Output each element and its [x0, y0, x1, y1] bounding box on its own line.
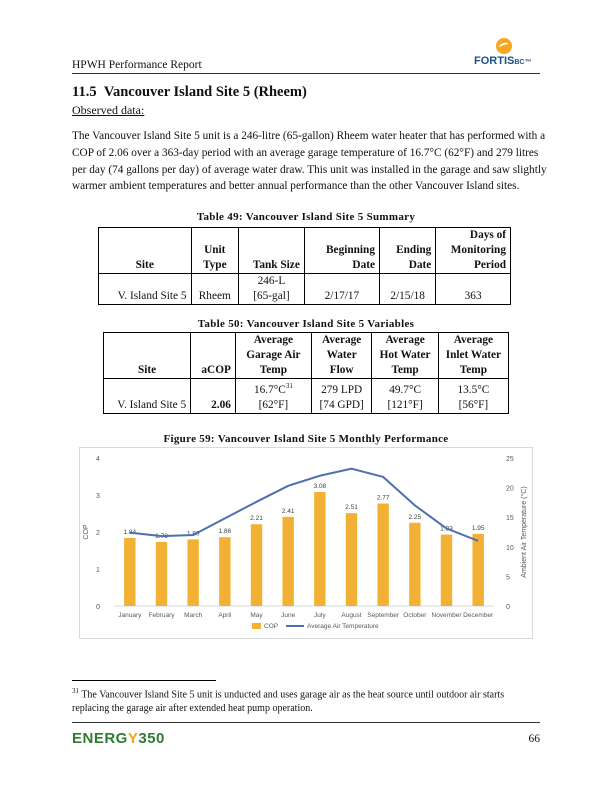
- footnote-divider: [72, 680, 216, 681]
- bar-cop-december: [472, 534, 483, 606]
- data-label: 2.21: [250, 515, 263, 523]
- cell-unit-type: Rheem: [191, 274, 239, 305]
- header-divider: [72, 73, 540, 74]
- bar-cop-july: [314, 492, 325, 606]
- footnote-text: The Vancouver Island Site 5 unit is unducted and uses garage air as the heat source until outdoor air starts replacing the garage air after extended heat pump operation.: [72, 689, 505, 715]
- cell-begin: 2/17/17: [304, 274, 379, 305]
- x-tick-label: December: [463, 612, 494, 619]
- cell-site: V. Island Site 5: [104, 379, 191, 414]
- logo-mark: ™: [524, 59, 532, 66]
- cell-days: 363: [436, 274, 511, 305]
- fortisbc-logo: [470, 38, 540, 72]
- x-tick-label: September: [367, 612, 400, 619]
- y-tick-label: 2: [96, 530, 100, 537]
- y-tick-label: 4: [96, 456, 100, 463]
- section-number: 11.5: [72, 84, 97, 100]
- bar-cop-april: [219, 537, 230, 606]
- cell-site: V. Island Site 5: [99, 274, 192, 305]
- report-header-title: HPWH Performance Report: [72, 59, 202, 71]
- logo-text: FORTIS: [474, 55, 515, 67]
- legend-swatch-cop: [252, 623, 261, 629]
- legend-temperature: Average Air Temperature: [307, 623, 379, 630]
- data-label: 1.95: [471, 524, 485, 532]
- section-heading: [72, 84, 307, 101]
- footnote-ref: 31: [285, 382, 293, 390]
- cell-hot-water: 49.7°C [121°F]: [372, 379, 438, 414]
- cell-inlet-water: 13.5°C [56°F]: [438, 379, 508, 414]
- y-tick-label: 0: [96, 604, 100, 611]
- data-label: 2.77: [376, 494, 390, 502]
- data-label: 2.51: [345, 504, 358, 512]
- section-paragraph: The Vancouver Island Site 5 unit is a 246-litre (65-gallon) Rheem water heater that has performed with a COP of 2.06 over a 363-day period with an average garage temperature of 16.7°C (62°F) and 279 litres per day (74 gallons per day) of average water draw. This unit was installed in the garage and saw slightly warmer ambient temperatures and better annual performance than the other Vancouver Island sites.: [72, 130, 547, 193]
- x-tick-label: June: [281, 612, 296, 619]
- th-ending-date: Ending Date: [380, 228, 436, 274]
- data-label: 1.73: [155, 532, 168, 540]
- cell-end: 2/15/18: [380, 274, 436, 305]
- cell-tank-size: 246-L [65-gal]: [239, 274, 305, 305]
- cell-acop: 2.06: [191, 379, 236, 414]
- table-49-caption: Table 49: Vancouver Island Site 5 Summary: [196, 211, 416, 223]
- y2-tick-label: 20: [506, 485, 514, 493]
- y2-tick-label: 5: [506, 574, 510, 582]
- th-days-monitoring: Days of Monitoring Period: [436, 228, 511, 274]
- table-row: [104, 379, 509, 414]
- y2-tick-label: 25: [506, 456, 514, 463]
- y2-tick-label: 15: [506, 515, 514, 523]
- data-label: 2.25: [408, 513, 422, 521]
- th-garage-air: Average Garage Air Temp: [235, 333, 311, 379]
- footer-divider: [72, 722, 540, 723]
- line-average-air-temperature: [130, 469, 478, 541]
- th-site: Site: [99, 228, 192, 274]
- th-inlet-water: Average Inlet Water Temp: [438, 333, 508, 379]
- footnote: [72, 684, 542, 716]
- bar-cop-february: [156, 542, 167, 606]
- cell-garage-air: $16.7^\circ C^{31}$ [62°F]: [235, 379, 311, 414]
- th-beginning-date: Beginning Date: [304, 228, 379, 274]
- x-tick-label: November: [431, 612, 462, 619]
- table-50-variables: [103, 332, 509, 414]
- y-axis-title: COP: [83, 524, 90, 540]
- table-row: [99, 274, 511, 305]
- legend-cop: COP: [264, 623, 279, 630]
- y2-tick-label: 0: [506, 604, 510, 611]
- bar-cop-october: [409, 523, 420, 606]
- data-label: 1.84: [123, 528, 137, 536]
- th-acop: aCOP: [191, 333, 236, 379]
- th-site: Site: [104, 333, 191, 379]
- data-label: 1.86: [218, 528, 232, 536]
- y2-axis-title: Ambient Air Temperature (°C): [521, 486, 528, 578]
- table-50-caption: Table 50: Vancouver Island Site 5 Variables: [197, 318, 415, 330]
- x-tick-label: July: [314, 612, 326, 619]
- x-tick-label: April: [218, 612, 232, 619]
- section-title: Vancouver Island Site 5 (Rheem): [103, 84, 307, 100]
- bar-cop-march: [187, 539, 198, 606]
- page-number: 66: [528, 733, 540, 745]
- bar-cop-november: [441, 535, 452, 606]
- figure-59-caption: Figure 59: Vancouver Island Site 5 Monthly Performance: [163, 433, 449, 445]
- data-label: 1.93: [440, 525, 453, 533]
- x-tick-label: February: [148, 612, 175, 619]
- x-tick-label: August: [341, 612, 362, 619]
- y-tick-label: 1: [96, 567, 100, 574]
- energy350-logo: ENERGY350: [72, 730, 165, 747]
- bar-cop-june: [282, 517, 293, 606]
- logo-suffix: BC: [514, 59, 525, 66]
- y-tick-label: 3: [96, 493, 100, 500]
- x-tick-label: March: [184, 612, 203, 619]
- th-tank-size: Tank Size: [239, 228, 305, 274]
- bar-cop-may: [251, 524, 262, 606]
- th-unit-type: Unit Type: [191, 228, 239, 274]
- y2-tick-label: 10: [506, 544, 514, 552]
- cell-water-flow: 279 LPD [74 GPD]: [311, 379, 372, 414]
- flame-logo-icon: [496, 38, 512, 54]
- bar-cop-august: [346, 513, 357, 606]
- bar-cop-january: [124, 538, 135, 606]
- bar-cop-september: [377, 504, 388, 606]
- x-tick-label: January: [118, 612, 142, 619]
- th-water-flow: Average Water Flow: [311, 333, 372, 379]
- data-label: 1.80: [186, 530, 200, 538]
- chart-frame: [79, 447, 533, 639]
- monthly-performance-chart: [80, 448, 532, 638]
- footnote-number: 31: [72, 687, 79, 695]
- x-tick-label: October: [403, 612, 427, 619]
- observed-data-subhead: Observed data:: [72, 103, 145, 117]
- th-hot-water: Average Hot Water Temp: [372, 333, 438, 379]
- x-tick-label: May: [250, 612, 263, 619]
- data-label: 3.08: [313, 483, 327, 491]
- data-label: 2.41: [281, 507, 295, 515]
- table-49-summary: [98, 227, 511, 305]
